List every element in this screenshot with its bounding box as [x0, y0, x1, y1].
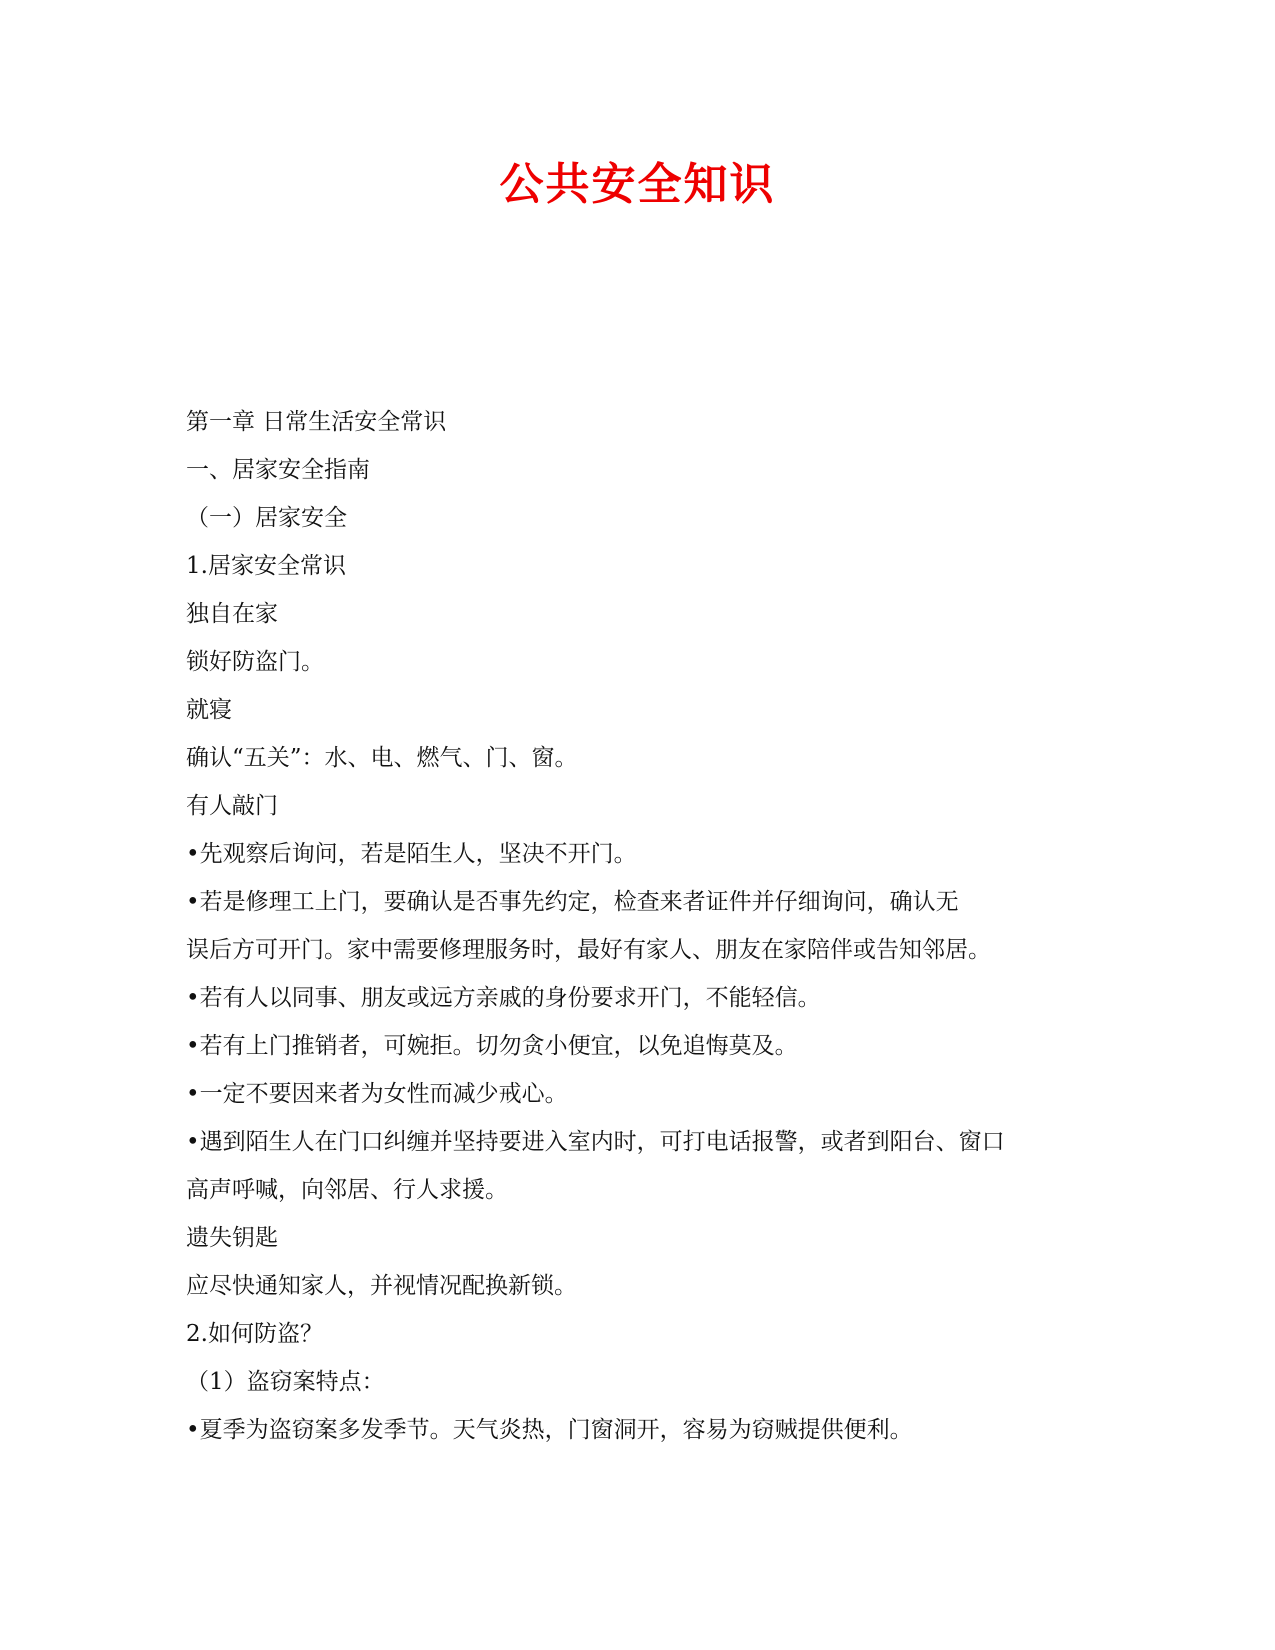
section-heading: 一、居家安全指南 — [186, 457, 370, 483]
bullet-item: •一定不要因来者为女性而减少戒心。 — [186, 1081, 568, 1107]
subtopic-heading: （1）盗窃案特点： — [186, 1369, 385, 1395]
body-text: 锁好防盗门。 — [186, 649, 324, 675]
item-heading: 有人敲门 — [186, 793, 278, 819]
item-heading: 就寝 — [186, 697, 232, 723]
bullet-item: •先观察后询问，若是陌生人，坚决不开门。 — [186, 841, 637, 867]
item-heading: 遗失钥匙 — [186, 1225, 278, 1251]
topic-heading: 1.居家安全常识 — [186, 553, 346, 579]
subsection-heading: （一）居家安全 — [186, 505, 347, 531]
topic-heading: 2.如何防盗？ — [186, 1321, 323, 1347]
bullet-continuation: 误后方可开门。家中需要修理服务时，最好有家人、朋友在家陪伴或告知邻居。 — [186, 937, 991, 963]
body-text: 应尽快通知家人，并视情况配换新锁。 — [186, 1273, 577, 1299]
bullet-item: •若有上门推销者，可婉拒。切勿贪小便宜，以免追悔莫及。 — [186, 1033, 798, 1059]
bullet-item: •夏季为盗窃案多发季节。天气炎热，门窗洞开，容易为窃贼提供便利。 — [186, 1417, 913, 1443]
chapter-heading: 第一章 日常生活安全常识 — [186, 409, 447, 435]
document-body — [186, 398, 1086, 1454]
document-title: 公共安全知识 — [499, 159, 776, 210]
body-text: 确认“五关”：水、电、燃气、门、窗。 — [186, 745, 578, 771]
bullet-continuation: 高声呼喊，向邻居、行人求援。 — [186, 1177, 508, 1203]
bullet-item: •若是修理工上门，要确认是否事先约定，检查来者证件并仔细询问，确认无 — [186, 889, 959, 915]
bullet-item: •若有人以同事、朋友或远方亲戚的身份要求开门，不能轻信。 — [186, 985, 821, 1011]
item-heading: 独自在家 — [186, 601, 278, 627]
bullet-item: •遇到陌生人在门口纠缠并坚持要进入室内时，可打电话报警，或者到阳台、窗口 — [186, 1129, 1005, 1155]
